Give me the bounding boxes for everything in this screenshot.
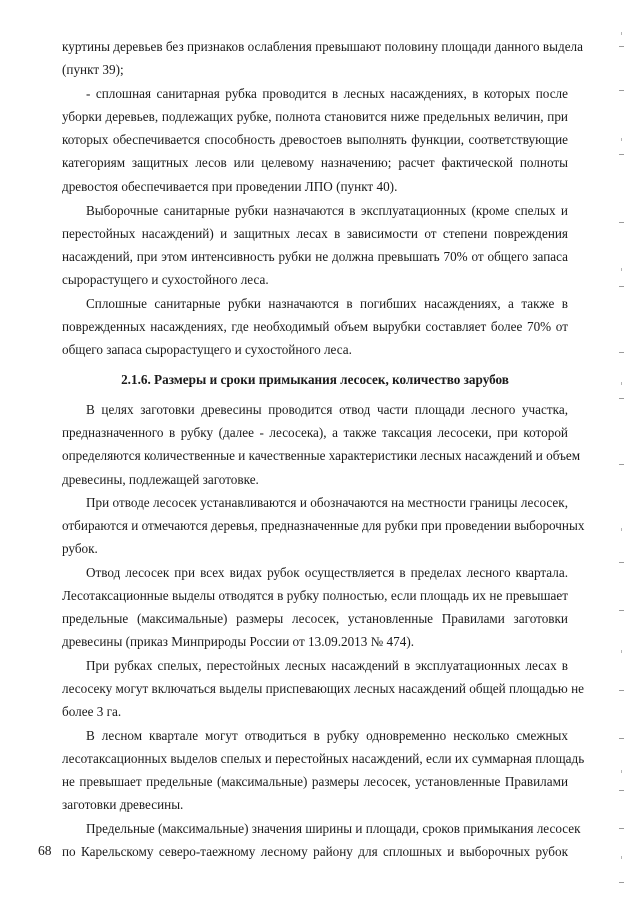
list-item-line: - сплошная санитарная рубка проводится в лесных насаждениях, в которых после — [86, 86, 568, 101]
scan-mark — [621, 138, 622, 141]
scan-mark — [619, 46, 624, 47]
text-line: предназначенного в рубку (далее - лесосека), а также таксация лесосеки, при которой — [62, 425, 568, 440]
text-line: насаждений, при этом интенсивность рубки не должна превышать 70% от общего запаса — [62, 249, 568, 264]
text-line: определяются количественные и качественные характеристики лесных насаждений и объем — [62, 448, 581, 463]
text-line: более 3 га. — [62, 704, 122, 719]
scan-mark — [619, 790, 624, 791]
text-line: древесины, подлежащей заготовке. — [62, 472, 259, 487]
scan-mark — [619, 352, 624, 353]
text-line: по Карельскому северо-таежному лесному району для сплошных и выборочных рубок — [62, 844, 568, 859]
scan-mark — [621, 528, 622, 531]
scan-mark — [619, 562, 624, 563]
text-line: лесотаксационных выделов спелых и перестойных насаждений, если их суммарная площадь — [62, 751, 585, 766]
text-line: куртины деревьев без признаков ослабления превышают половину площади данного выдела — [62, 39, 583, 54]
text-line: заготовки древесины. — [62, 797, 184, 812]
text-line: общего запаса сырорастущего и сухостойного леса. — [62, 342, 352, 357]
scan-mark — [619, 286, 624, 287]
scan-mark — [619, 464, 624, 465]
text-line: древостоя обеспечивается при проведении ЛПО (пункт 40). — [62, 179, 398, 194]
scan-mark — [619, 828, 624, 829]
scan-mark — [619, 610, 624, 611]
text-line: древесины (приказ Минприроды России от 13.09.2013 № 474). — [62, 634, 415, 649]
text-line: рубок. — [62, 541, 98, 556]
scan-mark — [621, 32, 622, 35]
page-number: 68 — [38, 843, 52, 858]
paragraph-first-line: Выборочные санитарные рубки назначаются в эксплуатационных (кроме спелых и — [86, 203, 568, 218]
scan-mark — [619, 222, 624, 223]
paragraph-first-line: Сплошные санитарные рубки назначаются в погибших насаждениях, а также в — [86, 296, 568, 311]
scan-mark — [621, 268, 622, 271]
scan-mark — [619, 882, 624, 883]
paragraph-first-line: При отводе лесосек устанавливаются и обозначаются на местности границы лесосек, — [86, 495, 568, 510]
text-line: категориям защитных лесов или целевому назначению; расчет фактической полноты — [62, 155, 568, 170]
text-line: не превышает предельные (максимальные) размеры лесосек, установленные Правилами — [62, 774, 568, 789]
scan-mark — [621, 650, 622, 653]
scan-mark — [621, 770, 622, 773]
text-line: уборки деревьев, подлежащих рубке, полнота становится ниже предельных величин, при — [62, 109, 568, 124]
scan-mark — [621, 382, 622, 385]
section-heading: 2.1.6. Размеры и сроки примыкания лесосек, количество зарубов — [121, 372, 509, 387]
paragraph-first-line: В целях заготовки древесины проводится отвод части площади лесного участка, — [86, 402, 568, 417]
text-line: отбираются и отмечаются деревья, предназначенные для рубки при проведении выборочных — [62, 518, 585, 533]
paragraph-first-line: При рубках спелых, перестойных лесных насаждений в эксплуатационных лесах в — [86, 658, 568, 673]
text-line: предельные (максимальные) размеры лесосек, установленные Правилами заготовки — [62, 611, 568, 626]
scan-mark — [619, 738, 624, 739]
paragraph-first-line: Предельные (максимальные) значения ширины и площади, сроков примыкания лесосек — [86, 821, 581, 836]
text-line: сырорастущего и сухостойного леса. — [62, 272, 269, 287]
scan-mark — [619, 690, 624, 691]
scan-mark — [619, 154, 624, 155]
paragraph-first-line: В лесном квартале могут отводиться в рубку одновременно несколько смежных — [86, 728, 568, 743]
text-line: Лесотаксационные выделы отводятся в рубку полностью, если площадь их не превышает — [62, 588, 568, 603]
text-line: которых обеспечивается способность древостоев выполнять функции, соответствующие — [62, 132, 568, 147]
paragraph-first-line: Отвод лесосек при всех видах рубок осуществляется в пределах лесного квартала. — [86, 565, 568, 580]
text-line: (пункт 39); — [62, 62, 124, 77]
scan-mark — [619, 90, 624, 91]
scan-mark — [619, 398, 624, 399]
text-line: поврежденных насаждениях, где необходимый объем вырубки составляет более 70% от — [62, 319, 568, 334]
text-line: перестойных насаждений) и защитных лесах в зависимости от степени повреждения — [62, 226, 568, 241]
scan-mark — [621, 856, 622, 859]
text-line: лесосеку могут включаться выделы приспевающих лесных насаждений общей площадью не — [62, 681, 584, 696]
